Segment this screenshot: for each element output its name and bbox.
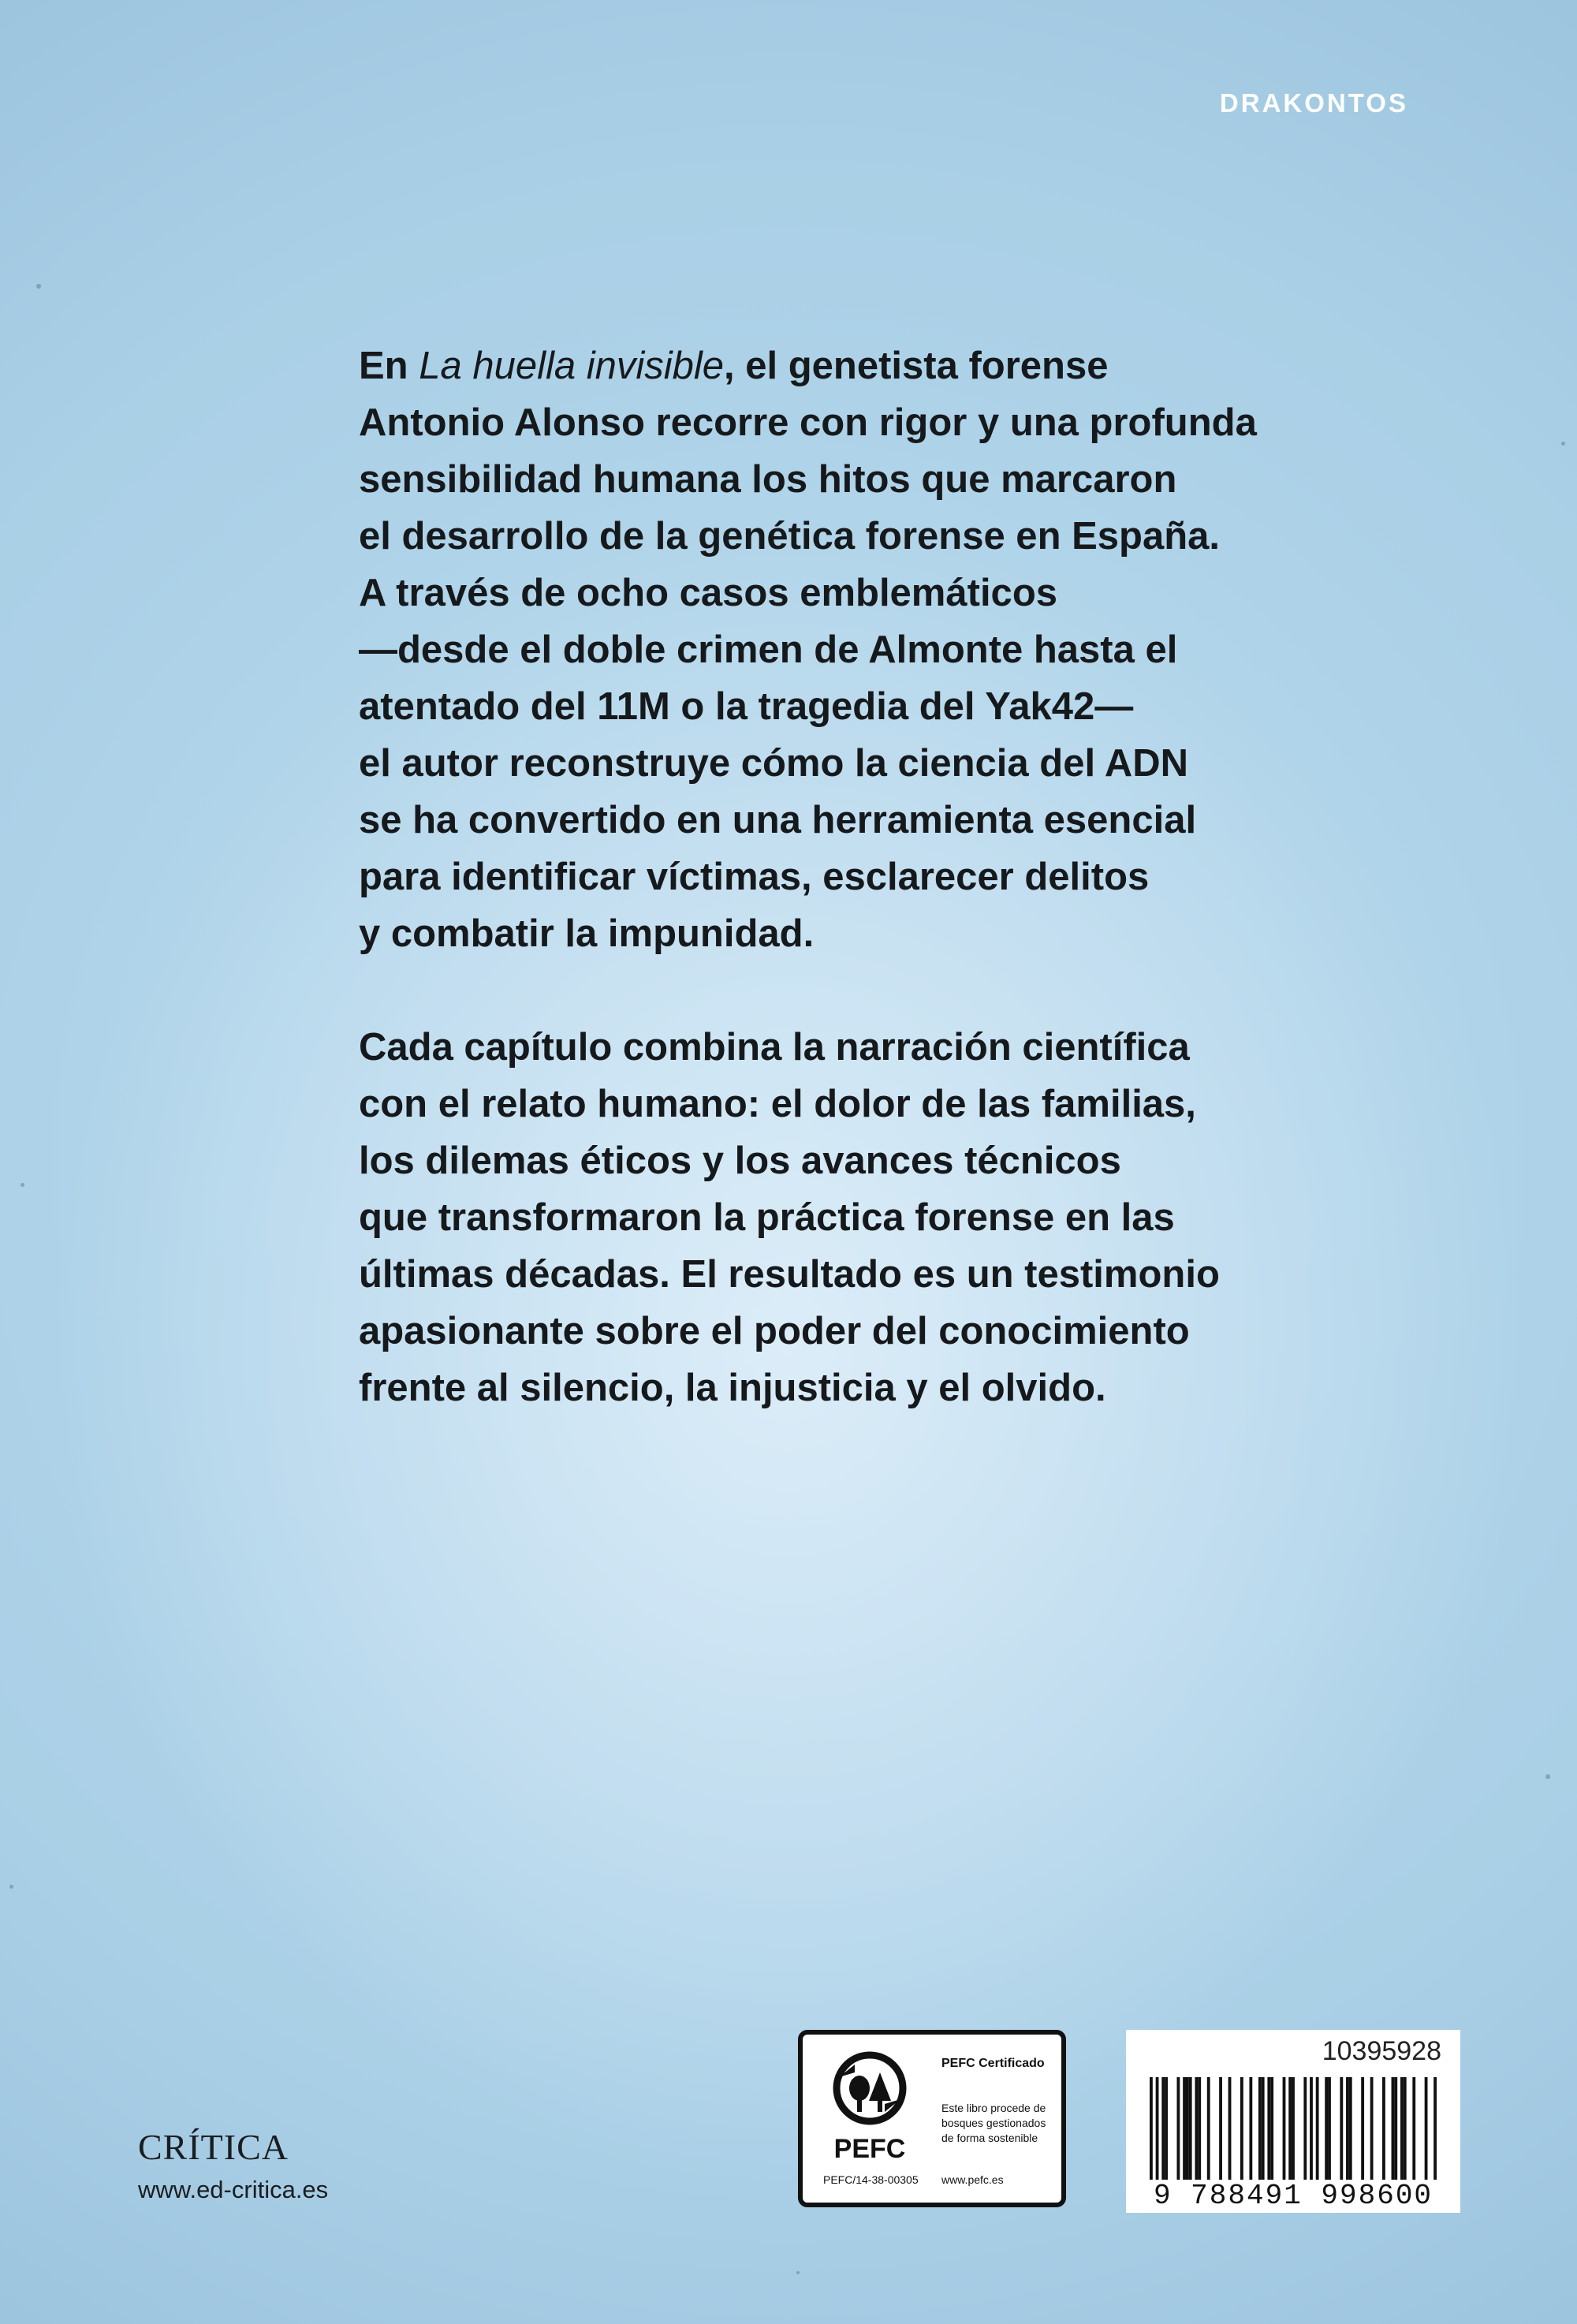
barcode-bar [1349,2077,1352,2184]
barcode-bar [1316,2077,1319,2184]
barcode-bar [1258,2077,1262,2184]
blurb-line: apasionante sobre el poder del conocimiento [359,1310,1190,1352]
blurb-line: que transformaron la práctica forense en las [359,1196,1175,1239]
pefc-logo-icon [823,2049,916,2167]
barcode-bar [1370,2077,1374,2184]
publisher-logo: CRÍTICA [138,2127,289,2167]
barcode-bar [1382,2077,1385,2184]
barcode-bar [1219,2077,1222,2184]
pefc-description: Este libro procede de bosques gestionados de forma sostenible [941,2102,1046,2144]
barcode-bar [1165,2077,1168,2184]
barcode-bar [1303,2077,1307,2184]
blurb-lead: En [359,345,419,387]
texture-speck [9,1885,13,1889]
blurb-line [359,338,1344,394]
barcode-bar [1325,2077,1328,2184]
barcode-bar [1183,2077,1186,2184]
barcode-bar [1400,2077,1404,2184]
barcode-bar [1412,2077,1415,2184]
pefc-url: www.pefc.es [941,2173,1004,2186]
barcode-bar [1176,2077,1180,2184]
blurb-line: atentado del 11M o la tragedia del Yak42— [359,685,1134,728]
barcode-bar [1156,2077,1159,2184]
barcode-bar [1186,2077,1189,2184]
publisher-website: www.ed-critica.es [138,2176,329,2203]
blurb-line: A través de ocho casos emblemáticos [359,572,1057,614]
barcode-bar [1161,2077,1165,2184]
barcode-bar [1240,2077,1243,2184]
barcode-bar [1340,2077,1343,2184]
barcode-bar [1433,2077,1437,2184]
pefc-logo-text: PEFC [833,2134,906,2164]
book-title: La huella invisible [419,345,725,387]
pefc-code: PEFC/14-38-00305 [823,2173,919,2186]
barcode-bar [1283,2077,1286,2184]
barcode-bar [1292,2077,1295,2184]
blurb-paragraph-1 [359,338,1344,962]
texture-speck [36,284,41,289]
isbn-barcode [1126,2030,1460,2213]
barcode-bar [1267,2077,1270,2184]
barcode-bars [1150,2077,1437,2184]
texture-speck [1545,1774,1550,1779]
blurb-line-rest: , el genetista forense [724,345,1109,387]
texture-speck [1561,442,1565,446]
barcode-bar [1288,2077,1292,2184]
blurb-line: frente al silencio, la injusticia y el olvido. [359,1367,1106,1409]
barcode-bar [1195,2077,1198,2184]
barcode-bar [1425,2077,1428,2184]
blurb-line: con el relato humano: el dolor de las familias, [359,1083,1196,1125]
barcode-bar [1207,2077,1210,2184]
barcode-bar [1310,2077,1313,2184]
blurb-line: Antonio Alonso recorre con rigor y una profunda [359,401,1257,444]
blurb-line: —desde el doble crimen de Almonte hasta el [359,629,1178,671]
blurb-line: y combatir la impunidad. [359,912,815,955]
blurb-line: Cada capítulo combina la narración científica [359,1026,1190,1069]
texture-speck [21,1183,24,1187]
barcode-bar [1249,2077,1252,2184]
barcode-reference-number: 10395928 [1322,2036,1441,2066]
barcode-bar [1198,2077,1201,2184]
barcode-bar [1346,2077,1349,2184]
barcode-bar [1150,2077,1153,2184]
texture-speck [796,2271,800,2274]
blurb-line: los dilemas éticos y los avances técnicos [359,1140,1121,1182]
barcode-bar [1228,2077,1232,2184]
barcode-bar [1328,2077,1331,2184]
blurb-line: para identificar víctimas, esclarecer delitos [359,856,1150,898]
barcode-bar [1394,2077,1397,2184]
pefc-certification-label [798,2030,1066,2207]
series-name: DRAKONTOS [1219,88,1408,118]
blurb-line: últimas décadas. El resultado es un testimonio [359,1253,1220,1296]
blurb-line: se ha convertido en una herramienta esencial [359,799,1197,841]
barcode-bar [1361,2077,1364,2184]
barcode-bar [1270,2077,1273,2184]
barcode-bar [1392,2077,1395,2184]
barcode-bar [1404,2077,1407,2184]
pefc-title: PEFC Certificado [941,2057,1045,2070]
blurb-line: el desarrollo de la genética forense en España. [359,515,1221,558]
isbn-digits: 9 788491 998600 [1142,2180,1445,2212]
blurb-paragraph-2 [359,1019,1344,1416]
barcode-bar [1262,2077,1265,2184]
blurb-line: el autor reconstruye cómo la ciencia del ADN [359,742,1189,785]
back-cover-blurb [359,338,1344,1416]
blurb-line: sensibilidad humana los hitos que marcaron [359,458,1177,501]
barcode-bar [1189,2077,1192,2184]
